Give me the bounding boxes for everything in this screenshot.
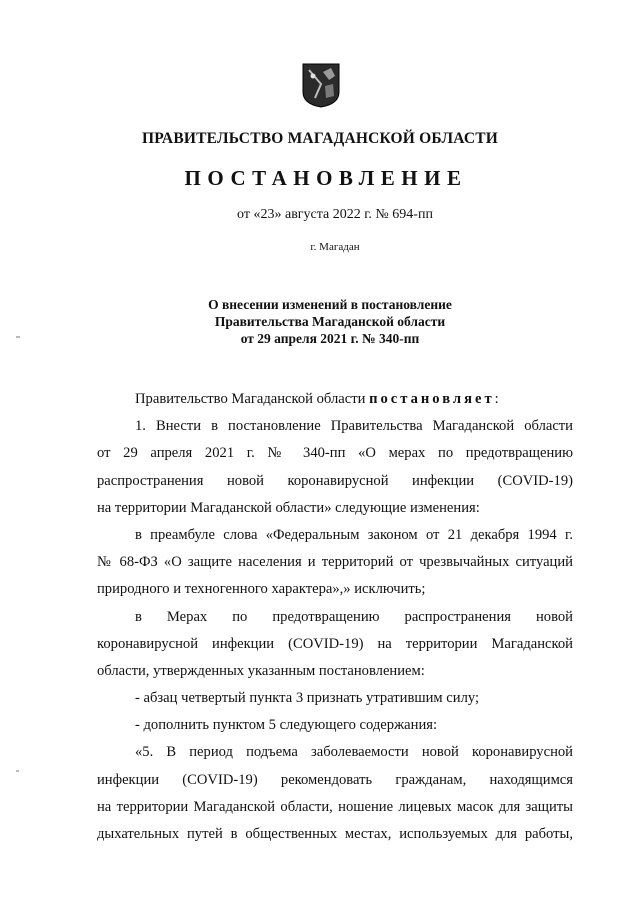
body-line: на территории Магаданской области» следующие изменения: bbox=[97, 499, 480, 516]
document-type: ПОСТАНОВЛЕНИЕ bbox=[184, 166, 468, 190]
subject-line: от 29 апреля 2021 г. № 340-пп bbox=[240, 331, 420, 346]
body-line: дыхательных путей в общественных местах, используемых для работы, bbox=[97, 826, 573, 842]
city: г. Магадан bbox=[310, 241, 360, 253]
colon: : bbox=[494, 391, 499, 407]
body-line: в Мерах по предотвращению распространения новой bbox=[135, 608, 573, 625]
document-subject bbox=[0, 296, 640, 347]
scan-mark bbox=[16, 336, 20, 338]
body-line: инфекции (COVID-19) рекомендовать гражданам, находящимся bbox=[97, 771, 573, 788]
date-number: от «23» августа 2022 г. № 694-пп bbox=[237, 207, 433, 222]
body-line: распространения новой коронавирусной инфекции (COVID-19) bbox=[97, 472, 573, 489]
body-line: природного и техногенного характера»,» исключить; bbox=[97, 581, 426, 598]
body-line: в преамбуле слова «Федеральным законом от 21 декабря 1994 г. bbox=[135, 526, 573, 543]
body-line: - дополнить пунктом 5 следующего содержания: bbox=[135, 717, 438, 734]
body-line bbox=[97, 386, 573, 413]
body-line: 1. Внести в постановление Правительства Магаданской области bbox=[135, 418, 573, 435]
government-name: ПРАВИТЕЛЬСТВО МАГАДАНСКОЙ ОБЛАСТИ bbox=[141, 130, 499, 147]
body-line: № 68-ФЗ «О защите населения и территорий от чрезвычайных ситуаций bbox=[97, 554, 573, 571]
body-line: области, утвержденных указанным постановлением: bbox=[97, 662, 425, 679]
resolves-word: постановляет bbox=[369, 391, 495, 407]
body-line: - абзац четвертый пункта 3 признать утратившим силу; bbox=[135, 690, 480, 707]
body-line: «5. В период подъема заболеваемости новой коронавирусной bbox=[135, 744, 573, 761]
body-line: коронавирусной инфекции (COVID-19) на территории Магаданской bbox=[97, 635, 573, 652]
coat-of-arms-emblem bbox=[301, 62, 341, 108]
document-body bbox=[97, 386, 573, 848]
body-line: от 29 апреля 2021 г. № 340-пп «О мерах по предотвращению bbox=[97, 445, 573, 462]
subject-line: О внесении изменений в постановление bbox=[208, 297, 452, 312]
scan-mark bbox=[16, 770, 19, 772]
body-text: Правительство Магаданской области bbox=[135, 391, 366, 407]
subject-line: Правительства Магаданской области bbox=[214, 314, 446, 329]
body-line: на территории Магаданской области, ношение лицевых масок для защиты bbox=[97, 798, 573, 815]
